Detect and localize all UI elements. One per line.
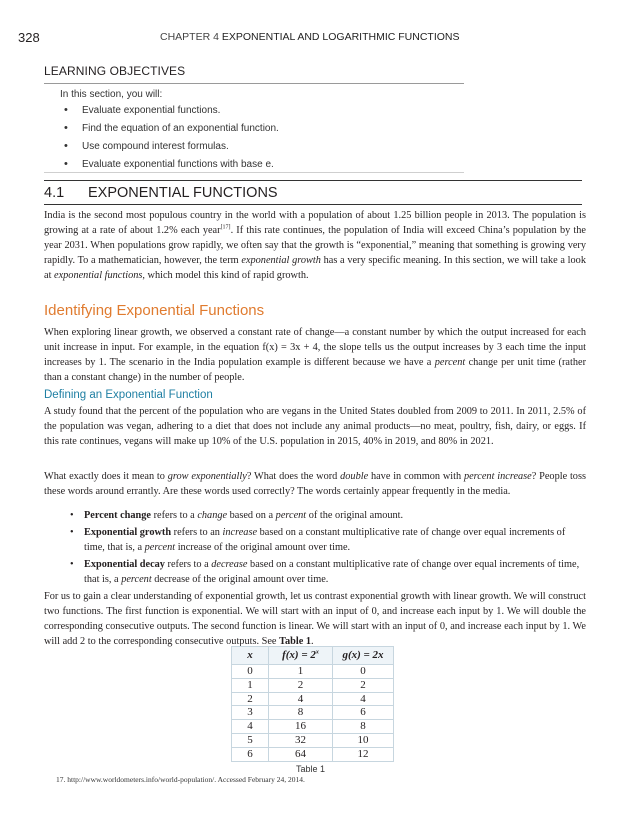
table-cell: 6 <box>333 706 394 720</box>
table-cell: 4 <box>269 692 333 706</box>
text: refers to a <box>151 510 198 521</box>
text: refers to an <box>171 527 223 538</box>
definition-item <box>76 557 586 587</box>
text: . If this rate continues, the population of India will exceed China’s population by the year 2031. When populations grow rapidly, we often say that the growth is “exponential,” meaning that something is growing very rapidly. To a mathematician, however, the term <box>44 225 586 266</box>
text: ? People toss these words around errantly. Are these words used correctly? The words certainly appear frequently in the media. <box>44 471 586 497</box>
section-heading <box>44 180 582 205</box>
text: India is the second most populous country in the world with a population of about 1.25 billion people in 2013. The population is growing at a rate of about 1.2% each year <box>44 210 586 236</box>
page-number: 328 <box>18 30 40 45</box>
table-cell: 4 <box>333 692 394 706</box>
table-cell: 6 <box>232 747 269 761</box>
table-row <box>232 678 394 692</box>
table-row <box>232 665 394 679</box>
subsection-heading: Identifying Exponential Functions <box>44 302 265 319</box>
table-cell: 16 <box>269 720 333 734</box>
emphasis: decrease <box>211 559 248 570</box>
text: refers to a <box>164 559 212 570</box>
text: of the original amount. <box>306 510 404 521</box>
emphasis: percent <box>434 357 466 368</box>
table-row <box>232 733 394 747</box>
emphasis: grow exponentially <box>167 471 247 482</box>
text: based on a constant multiplicative rate of change over equal increments of time, that is, a <box>84 527 566 553</box>
table-cell: 64 <box>269 747 333 761</box>
chapter-title: EXPONENTIAL AND LOGARITHMIC FUNCTIONS <box>221 31 460 43</box>
learning-objectives <box>44 64 464 177</box>
table-cell: 0 <box>333 665 394 679</box>
objective-item: • Evaluate exponential functions with base e. <box>64 159 464 170</box>
table-cell: 0 <box>232 665 269 679</box>
text: based on a <box>227 510 276 521</box>
exponent: x <box>315 649 319 656</box>
table-row <box>232 706 394 720</box>
emphasis: exponential functions <box>54 270 143 281</box>
learning-objectives-intro: In this section, you will: <box>60 89 163 100</box>
text: , which model this kind of rapid growth. <box>142 270 309 281</box>
text: When exploring linear growth, we observed a constant rate of change—a constant number by which the output increased for each unit increase in input. For example, in the equation f(x) = 3x + 4, the slope tells us the output increases by 3 each time the input increases by 1. The scenario in the India population example is different because we have a <box>44 327 586 368</box>
table-cell: 12 <box>333 747 394 761</box>
learning-objectives-list <box>44 105 464 170</box>
section-number: 4.1 <box>44 185 65 201</box>
term: Exponential decay <box>84 559 165 570</box>
text: change per unit time (rather than a constant change) in the number of people. <box>44 357 586 383</box>
table-cell: 2 <box>269 678 333 692</box>
paragraph-vegans: A study found that the percent of the population who are vegans in the United States doubled from 2009 to 2011. In 2011, 2.5% of the population was vegan, adhering to a diet that does not include any animal products—no meat, poultry, fish, dairy, or eggs. If this rate continues, vegans will make up 10% of the U.S. population in 2015, 40% in 2019, and 80% in 2021. <box>44 406 586 447</box>
table-row <box>232 747 394 761</box>
learning-objectives-title: LEARNING OBJECTIVES <box>44 64 464 84</box>
footnote-ref[interactable]: [17] <box>220 224 231 231</box>
text: . <box>311 636 314 647</box>
column-header-x: x <box>232 647 269 665</box>
subsubsection-heading: Defining an Exponential Function <box>44 389 213 401</box>
text: decrease of the original amount over time. <box>151 574 329 585</box>
emphasis: exponential growth <box>241 255 321 266</box>
table-cell: 10 <box>333 733 394 747</box>
table-cell: 8 <box>333 720 394 734</box>
emphasis: percent <box>121 574 152 585</box>
emphasis: change <box>197 510 228 521</box>
definition-item <box>76 525 586 555</box>
emphasis: double <box>340 471 369 482</box>
paragraph-question <box>44 469 586 499</box>
paragraph-contrast <box>44 589 586 649</box>
text: has a very specific meaning. In this section, we will take a look at <box>44 255 586 281</box>
table-header-row <box>232 647 394 665</box>
definitions-list <box>76 508 586 589</box>
section-title: EXPONENTIAL FUNCTIONS <box>88 185 278 201</box>
divider <box>44 172 464 173</box>
paragraph-linear-growth <box>44 325 586 385</box>
objective-item: • Evaluate exponential functions. <box>64 105 464 116</box>
table-row <box>232 692 394 706</box>
table-cell: 32 <box>269 733 333 747</box>
text: increase of the original amount over time. <box>175 542 351 553</box>
table-row <box>232 720 394 734</box>
text: For us to gain a clear understanding of exponential growth, let us contrast exponential growth with linear growth. We will construct two functions. The first function is exponential. We will start with an input of 0, and increase each input by 1. We will double the corresponding consecutive outputs. The second function is linear. We will start with an input of 0, and increase each input by 1. We will add 2 to the corresponding consecutive outputs. See <box>44 591 586 647</box>
emphasis: percent <box>275 510 307 521</box>
term: Percent change <box>84 510 152 521</box>
table-caption: Table 1 <box>296 764 326 774</box>
objective-item: • Use compound interest formulas. <box>64 141 464 152</box>
footnote: 17. http://www.worldometers.info/world-population/. Accessed February 24, 2014. <box>56 775 305 784</box>
text: What exactly does it mean to <box>44 471 168 482</box>
emphasis: percent increase <box>463 471 532 482</box>
table-cell: 4 <box>232 720 269 734</box>
definition-item <box>76 508 586 523</box>
table-cell: 1 <box>269 665 333 679</box>
table-reference-link[interactable]: Table 1 <box>279 636 312 647</box>
text: have in common with <box>368 471 464 482</box>
text: based on a constant multiplicative rate of change over equal increments of time, that is, a <box>84 559 580 585</box>
table-cell: 8 <box>269 706 333 720</box>
table-cell: 3 <box>232 706 269 720</box>
emphasis: percent <box>144 542 176 553</box>
table-cell: 2 <box>232 692 269 706</box>
paragraph-intro <box>44 208 586 283</box>
chapter-label: CHAPTER 4 <box>160 31 219 43</box>
table-cell: 2 <box>333 678 394 692</box>
column-header-f: $f(x) = 2^x$ <box>269 647 333 665</box>
term: Exponential growth <box>84 527 172 538</box>
table-cell: 5 <box>232 733 269 747</box>
running-head <box>160 31 460 43</box>
table-1 <box>231 646 394 762</box>
column-header-g: g(x) = 2x <box>333 647 394 665</box>
table-cell: 1 <box>232 678 269 692</box>
objective-item: • Find the equation of an exponential function. <box>64 123 464 134</box>
text: ? What does the word <box>246 471 341 482</box>
emphasis: increase <box>222 527 258 538</box>
